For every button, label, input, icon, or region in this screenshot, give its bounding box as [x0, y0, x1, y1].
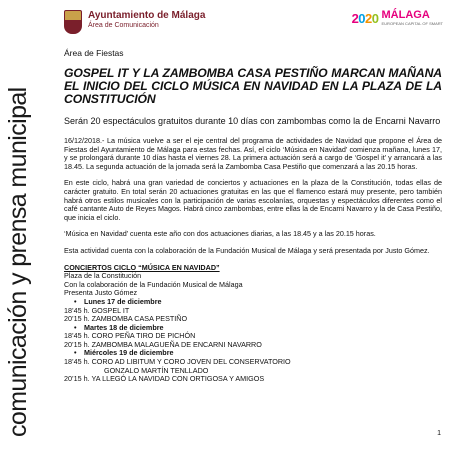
- city-council-logo: [64, 10, 205, 34]
- paragraph: 16/12/2018.- La música vuelve a ser el eje central del programa de actividades de Navidad que propone el Área de Fiestas del Ayuntamiento de Málaga para estas fechas. Así, el ciclo ‘Música en Navidad’ comienza mañana, lunes 17, y se prolongará durante 10 días hasta el viernes 28. La primera actuación será a cargo de ‘Gospel it’ y arrancará a las 18.45. La segunda actuación de la jornada será la Zambomba Casa Pestiño que comenzará a las 20.15 horas.: [64, 136, 442, 171]
- program-event: 20’15 h. YA LLEGÓ LA NAVIDAD CON ORTIGOSA Y AMIGOS: [64, 374, 265, 384]
- logo-tagline: EUROPEAN CAPITAL OF SMART: [381, 21, 443, 26]
- logo-city-name: MÁLAGA: [381, 9, 430, 21]
- vertical-sidebar-text: comunicación y prensa municipal: [4, 87, 32, 437]
- paragraph: En este ciclo, habrá una gran variedad de conciertos y actuaciones en la plaza de la Constitución, todas ellas de carácter gratuito. En total serán 20 actuaciones gratuitas en las que el flamenco estará muy presente, pero también habrá otros estilos musicales con la participación de varias escolanías, orquestas y espectáculos diferentes como el café cantante Auto de Reyes Magos. Habrá cinco zambombas, entre ellas la de Encarni Navarro y la de Casa Pestiño, que inicia el ciclo.: [64, 178, 442, 222]
- press-release-title: GOSPEL IT Y LA ZAMBOMBA CASA PESTIÑO MARCAN MAÑANA EL INICIO DEL CICLO MÚSICA EN NAVIDAD EN LA PLAZA DE LA CONSTITUCIÓN: [64, 66, 442, 106]
- program-event: 18’45 h. CORO AD LIBITUM Y CORO JOVEN DEL CONSERVATORIO: [64, 357, 291, 367]
- paragraph: Esta actividad cuenta con la colaboración de la Fundación Musical de Málaga y será presentada por Justo Gómez.: [64, 245, 430, 255]
- program-venue: Plaza de la Constitución: [64, 271, 142, 281]
- program-event-continuation: GONZALO MARTÍN TENLLADO: [104, 365, 209, 375]
- org-name: Ayuntamiento de Málaga: [88, 10, 206, 21]
- page-header: [64, 8, 443, 40]
- program-event: 18’45 h. GOSPEL IT: [64, 305, 130, 315]
- area-label: Área de Fiestas: [64, 48, 124, 58]
- program-title: CONCIERTOS CICLO “MÚSICA EN NAVIDAD”: [64, 262, 220, 272]
- malaga-2020-logo: [352, 10, 443, 26]
- program-day: • Miércoles 19 de diciembre: [64, 349, 442, 358]
- program-event: 18’45 h. CORO PEÑA TIRO DE PICHÓN: [64, 331, 196, 341]
- org-subtitle: Área de Comunicación: [88, 22, 159, 29]
- paragraph: ‘Música en Navidad’ cuenta este año con dos actuaciones diarias, a las 18.45 y a las 20.15 horas.: [64, 229, 376, 239]
- program-day: • Lunes 17 de diciembre: [64, 298, 442, 307]
- document-body: [64, 48, 442, 384]
- program-day: • Martes 18 de diciembre: [64, 324, 442, 333]
- program-presenter: Presenta Justo Gómez: [64, 288, 138, 298]
- program-event: 20’15 h. ZAMBOMBA MALAGUEÑA DE ENCARNI NAVARRO: [64, 339, 262, 349]
- concert-program: [64, 264, 442, 384]
- press-release-subtitle: Serán 20 espectáculos gratuitos durante 10 días con zambombas como la de Encarni Navarro: [64, 116, 441, 126]
- program-collaboration: Con la colaboración de la Fundación Musical de Málaga: [64, 279, 243, 289]
- coat-of-arms-icon: [64, 10, 82, 34]
- page-number: 1: [437, 430, 441, 437]
- logo-year: 2020: [351, 10, 379, 26]
- program-event: 20’15 h. ZAMBOMBA CASA PESTIÑO: [64, 314, 188, 324]
